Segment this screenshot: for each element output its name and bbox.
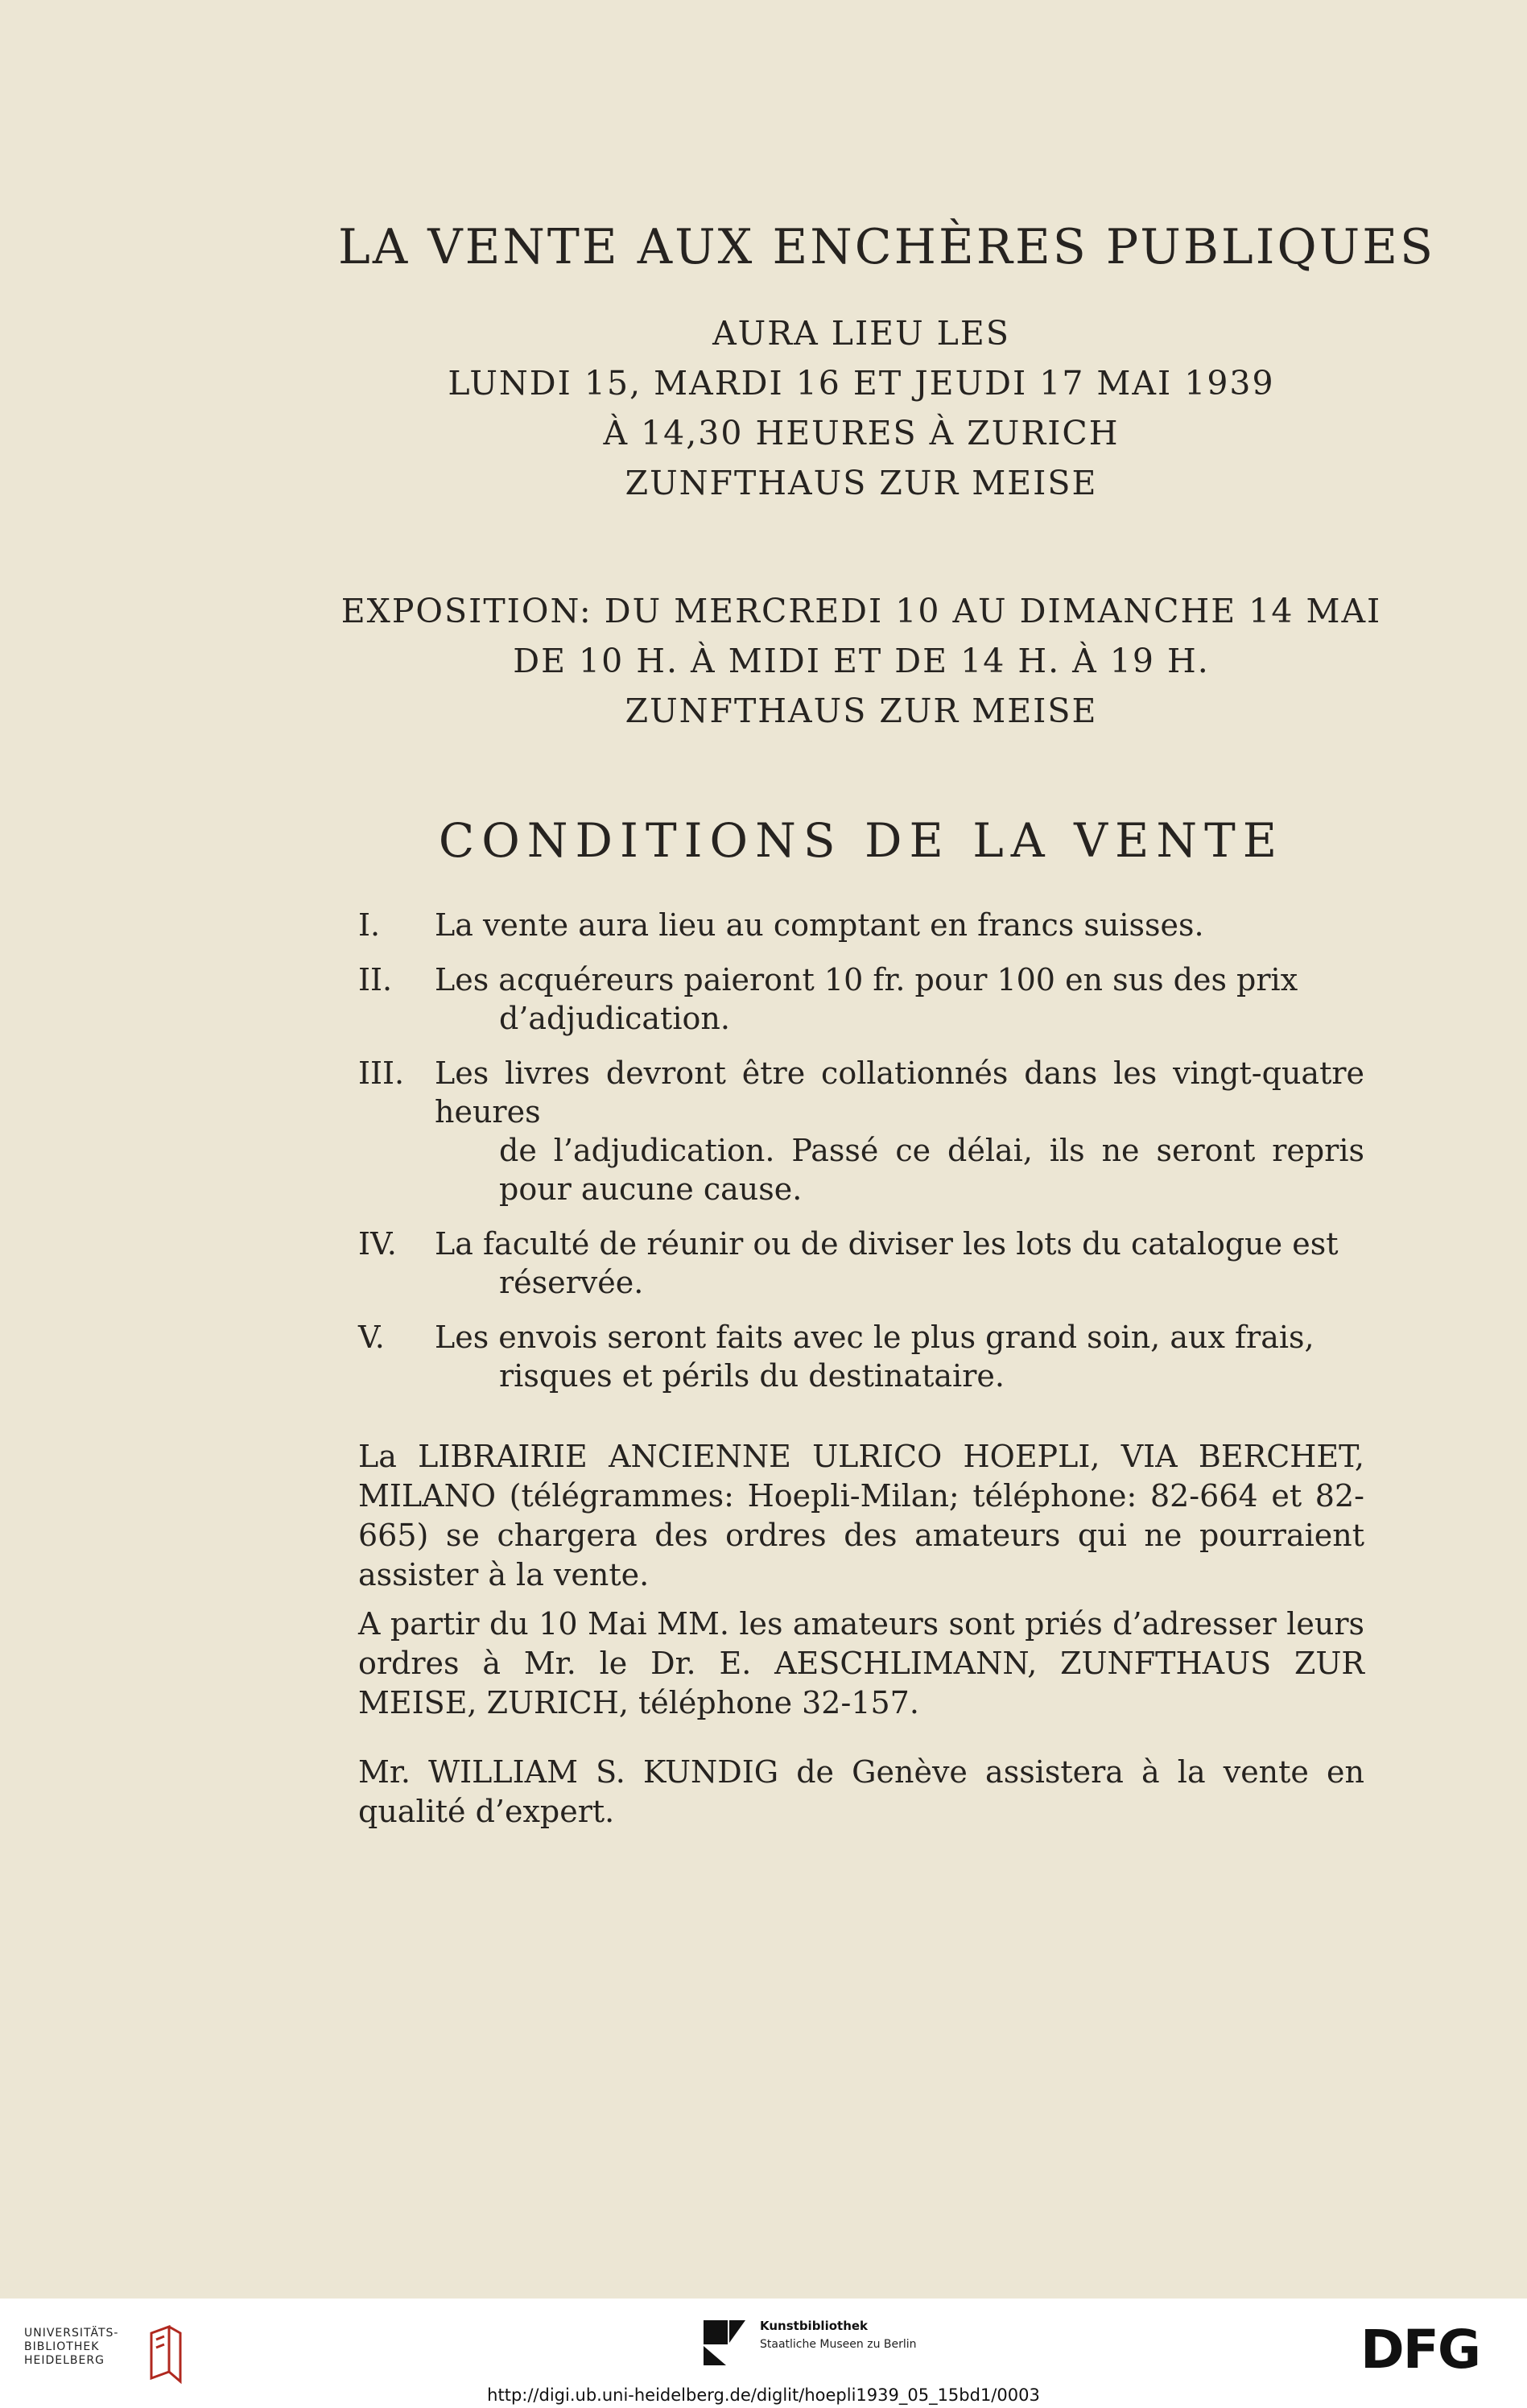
- museum-name: Kunstbibliothek: [760, 2319, 869, 2333]
- condition-item: [358, 906, 1364, 944]
- expert-paragraph: Mr. WILLIAM S. KUNDIG de Genève assistera à la vente en qualité d’expert.: [358, 1754, 1364, 1829]
- exposition-dates: EXPOSITION: DU MERCREDI 10 AU DIMANCHE 14 MAI: [340, 592, 1382, 630]
- condition-item: [358, 1054, 1364, 1208]
- condition-number: I.: [358, 907, 381, 943]
- condition-text: La faculté de réunir ou de diviser les lots du catalogue est: [435, 1226, 1339, 1262]
- sale-title: LA VENTE AUX ENCHÈRES PUBLIQUES: [338, 219, 1436, 275]
- condition-item: [358, 1318, 1364, 1395]
- condition-text-continued: d’adjudication.: [499, 1001, 730, 1036]
- condition-text-continued: risques et périls du destinataire.: [499, 1358, 1005, 1394]
- condition-text-continued: réservée.: [499, 1265, 644, 1300]
- heidelberg-logo[interactable]: [24, 2327, 118, 2368]
- conditions-list: [358, 906, 1364, 1411]
- condition-number: V.: [358, 1320, 385, 1355]
- heidelberg-mark-icon: [145, 2325, 185, 2386]
- hoepli-paragraph: La LIBRAIRIE ANCIENNE ULRICO HOEPLI, VIA BERCHET, MILANO (télégrammes: Hoepli-Milan; téléphone: 82-664 et 82-665) se chargera des ordres des amateurs qui ne pourraient assister à la vente.: [358, 1439, 1364, 1592]
- orders-paragraph: A partir du 10 Mai MM. les amateurs sont priés d’adresser leurs ordres à Mr. le Dr. E. AESCHLIMANN, ZUNFTHAUS ZUR MEISE, ZURICH, téléphone 32-157.: [358, 1606, 1364, 1720]
- museum-subtitle: Staatliche Museen zu Berlin: [760, 2338, 917, 2351]
- condition-item: [358, 960, 1364, 1038]
- sale-dates: LUNDI 15, MARDI 16 ET JEUDI 17 MAI 1939: [448, 364, 1275, 403]
- condition-text: Les livres devront être collationnés dans les vingt-quatre heures: [435, 1055, 1364, 1130]
- kunstbibliothek-text: [760, 2319, 917, 2351]
- condition-text: Les envois seront faits avec le plus grand soin, aux frais,: [435, 1320, 1314, 1355]
- library-line: UNIVERSITÄTS-: [24, 2327, 119, 2340]
- source-url[interactable]: http://digi.ub.uni-heidelberg.de/diglit/hoepli1939_05_15bd1/0003: [487, 2385, 1040, 2405]
- condition-number: IV.: [358, 1226, 397, 1262]
- condition-text: Les acquéreurs paieront 10 fr. pour 100 en sus des prix: [435, 962, 1298, 997]
- dfg-logo[interactable]: DFG: [1360, 2319, 1480, 2381]
- kunstbibliothek-mark-icon: [702, 2319, 747, 2367]
- condition-item: [358, 1225, 1364, 1302]
- exposition-venue: ZUNFTHAUS ZUR MEISE: [625, 692, 1098, 730]
- exposition-hours: DE 10 H. À MIDI ET DE 14 H. À 19 H.: [513, 642, 1210, 680]
- kunstbibliothek-logo[interactable]: [702, 2319, 917, 2370]
- condition-text: La vente aura lieu au comptant en francs suisses.: [435, 907, 1204, 943]
- condition-number: II.: [358, 962, 393, 997]
- sale-time-place: À 14,30 HEURES À ZURICH: [603, 414, 1120, 452]
- sale-line-1: AURA LIEU LES: [712, 314, 1010, 353]
- library-line: HEIDELBERG: [24, 2354, 105, 2367]
- sale-venue: ZUNFTHAUS ZUR MEISE: [625, 464, 1098, 502]
- condition-text-continued: de l’adjudication. Passé ce délai, ils ne seront repris pour aucune cause.: [499, 1133, 1364, 1207]
- library-line: BIBLIOTHEK: [24, 2340, 100, 2353]
- conditions-title: CONDITIONS DE LA VENTE: [438, 813, 1285, 868]
- condition-number: III.: [358, 1055, 405, 1091]
